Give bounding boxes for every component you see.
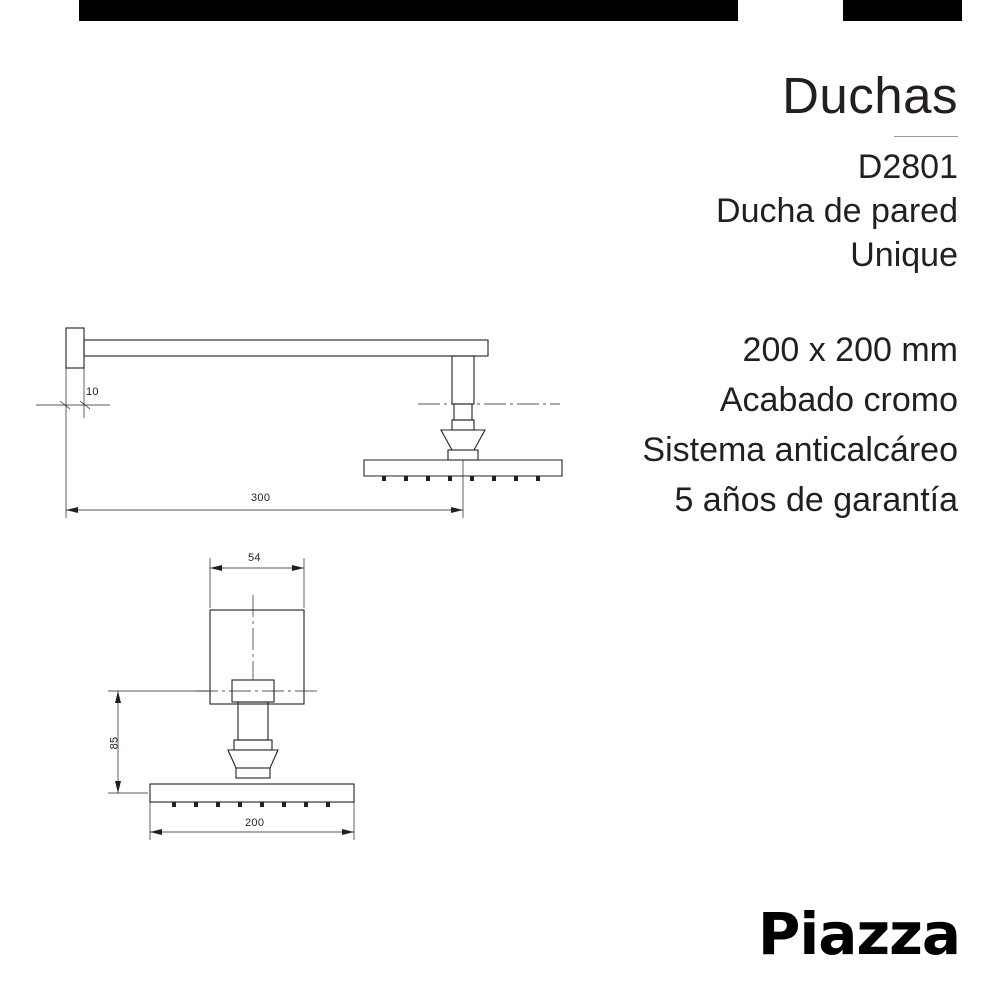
top-black-bar-right (843, 0, 962, 21)
dim-label-10: 10 (86, 386, 99, 398)
front-swivel-collar (236, 768, 270, 778)
dim-label-54: 54 (248, 552, 261, 564)
side-stem-ring-1 (454, 404, 472, 420)
front-stem-ring (234, 740, 272, 750)
front-nozzle-row (172, 802, 330, 807)
side-nozzle-row (382, 476, 540, 481)
front-stem (238, 702, 268, 740)
top-black-bar-left (79, 0, 738, 21)
side-arm (84, 340, 488, 356)
spec-item-warranty: 5 años de garantía (674, 481, 958, 519)
technical-drawing (0, 300, 620, 860)
product-name-line-2: Unique (850, 236, 958, 274)
side-view-drawing (0, 300, 620, 560)
front-shower-head (150, 784, 354, 802)
side-elbow (452, 356, 474, 404)
front-swivel-cone (228, 750, 278, 768)
brand-logo: Piazza (757, 900, 960, 968)
page-title: Duchas (782, 67, 958, 124)
dim-label-85: 85 (108, 736, 121, 750)
side-stem-ring-2 (452, 420, 474, 430)
product-code: D2801 (857, 148, 958, 186)
product-name-line-1: Ducha de pared (716, 192, 958, 230)
side-swivel-collar (448, 450, 478, 460)
dim-label-200: 200 (245, 817, 265, 829)
front-wall-plate (210, 610, 304, 704)
side-swivel-cone (441, 430, 485, 450)
side-wall-plate (66, 328, 84, 368)
title-divider (894, 136, 958, 137)
front-view-drawing (0, 550, 620, 850)
spec-item-size: 200 x 200 mm (742, 331, 958, 369)
spec-item-finish: Acabado cromo (719, 381, 958, 419)
spec-item-system: Sistema anticalcáreo (642, 431, 958, 469)
dim-label-300: 300 (251, 492, 271, 504)
